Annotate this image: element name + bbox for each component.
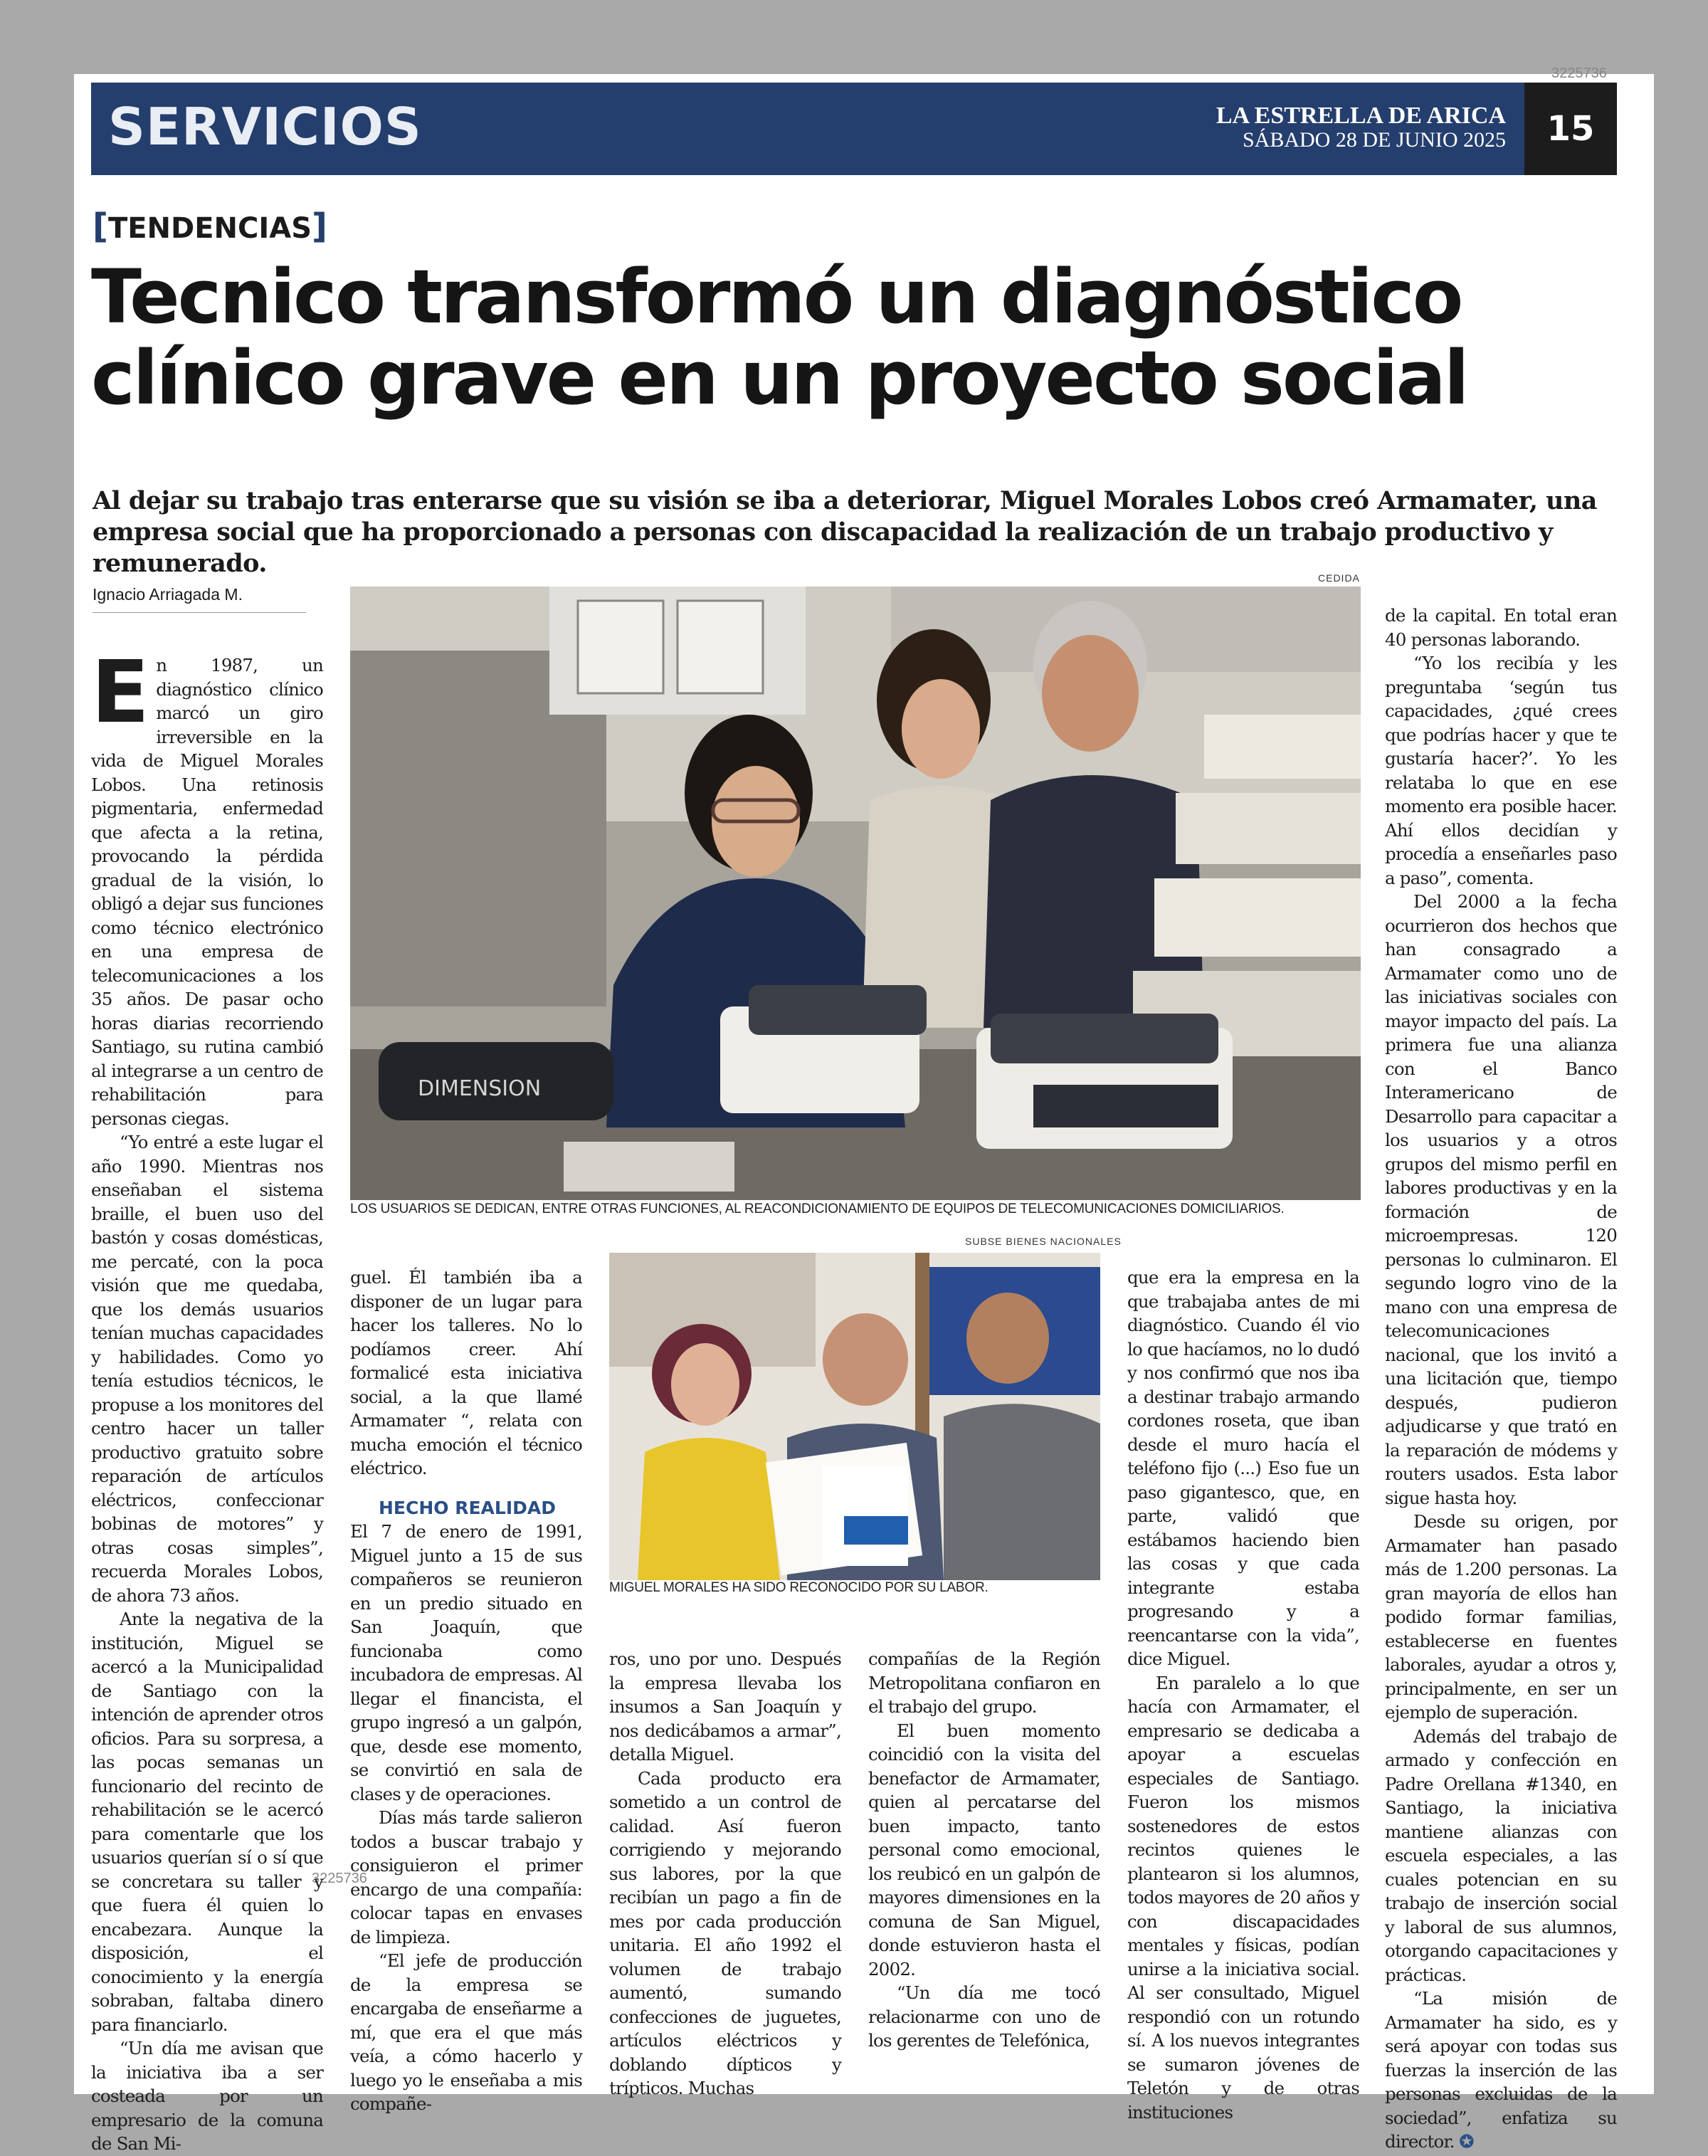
article-paragraph: Días más tarde salieron todos a buscar trabajo y consiguieron el primer encargo de una compañía: colocar tapas en envases de limpieza. [350, 1807, 582, 1947]
article-paragraph: El 7 de enero de 1991, Miguel junto a 15 de sus compañeros se reunieron en un predio situado en San Joaquín, que funcionaba como incubadora de empresas. Al llegar el financista, el grupo ingresó a un galpón, que, desde ese momento, se convirtió en sala de clases y de operaciones. [350, 1521, 582, 1804]
award-photo [609, 1253, 1100, 1580]
paragraph-text: n 1987, un diagnóstico clínico marcó un giro irreversible en la vida de Miguel Morales Lobos. Una retinosis pigmentaria, enfermedad que afecta a la retina, provocando la pérdida gradual de la visión, lo obligó a dejar sus funciones como técnico electrónico en una empresa de telecomunicaciones a los 35 años. De pasar ocho horas diarias recorriendo Santiago, su rutina cambió al integrarse a un centro de rehabilitación para personas ciegas. [91, 655, 323, 1129]
article-paragraph: guel. Él también iba a disponer de un lugar para hacer los talleres. No lo podíamos creer. Ahí formalicé esta iniciativa social, a la que llamé Armamater “, relata con mucha emoción el técnico eléctrico. [350, 1267, 582, 1478]
award-photo-illustration [609, 1253, 1100, 1580]
article-column-3 [609, 1647, 841, 2100]
article-paragraph: “Yo entré a este lugar el año 1990. Mientras nos enseñaban el sistema braille, el buen uso del bastón y cosas domésticas, me percaté, con la poca visión que me quedaba, que los demás usuarios tenían muchas capacidades y habilidades. Como yo tenía estudios técnicos, le propuse a los monitores del centro hacer un taller productivo gratuito sobre reparación de artículos eléctricos, confeccionar bobinas de motores” y otras cosas simples”, recuerda Morales Lobos, de ahora 73 años. [91, 1132, 323, 1606]
publication-date: SÁBADO 28 DE JUNIO 2025 [1242, 128, 1506, 152]
photo-credit: CEDIDA [1318, 572, 1360, 584]
article-paragraph: “Un día me avisan que la iniciativa iba a ser costeada por un empresario de la comuna de San Mi- [91, 2038, 323, 2154]
article-column-4 [868, 1647, 1100, 2053]
end-mark-icon: ✪ [1459, 2131, 1474, 2152]
article-paragraph: ros, uno por uno. Después la empresa llevaba los insumos a San Joaquín y nos dedicábamos a armar”, detalla Miguel. [609, 1648, 841, 1765]
article-paragraph: Desde su origen, por Armamater han pasado más de 1.200 personas. La gran mayoría de ellos han podido formar familias, establecerse en fuentes laborales, ayudar a otros y, principalmente, en ser un ejemplo de superación. [1385, 1511, 1617, 1723]
section-header [91, 83, 1617, 175]
article-paragraph: Cada producto era sometido a un control de calidad. Así fueron corrigiendo y mejorando sus labores, por la que recibían un pago a fin de mes por cada producción unitaria. El año 1992 el volumen de trabajo aumentó, sumando confecciones de juguetes, artículos eléctricos y doblando dípticos y trípticos. Muchas [609, 1767, 841, 2098]
kicker-text: TENDENCIAS [107, 212, 312, 245]
clip-id: 3225736 [1551, 65, 1607, 81]
workshop-photo-illustration [350, 587, 1361, 1200]
newspaper-info [1216, 104, 1506, 152]
article-paragraph: En paralelo a lo que hacía con Armamater, el empresario se dedicaba a apoyar a escuelas especiales de Santiago. Fueron los mismos sostenedores de estos recintos quienes le plantearon si los alumnos, todos mayores de 20 años y con discapacidades mentales y físicas, podían unirse a la iniciativa social. Al ser consultado, Miguel respondió con un rotundo sí. A los nuevos integrantes se sumaron jóvenes de Teletón y de otras instituciones [1127, 1672, 1359, 2123]
article-column-2 [350, 1266, 582, 2116]
article-column-6 [1385, 604, 1617, 2154]
subhead: HECHO REALIDAD [379, 1497, 556, 1518]
kicker: [TENDENCIAS] [93, 206, 327, 246]
article-paragraph: “El jefe de producción de la empresa se encargaba de enseñarme a mí, que era el que más veía, a cómo hacerlo y luego yo le enseñaba a mis compañe- [350, 1950, 582, 2114]
photo-caption-2: MIGUEL MORALES HA SIDO RECONOCIDO POR SU LABOR. [609, 1580, 989, 1595]
article-paragraph: “Un día me tocó relacionarme con uno de los gerentes de Telefónica, [868, 1982, 1100, 2051]
box-label: DIMENSION [418, 1076, 542, 1101]
byline: Ignacio Arriagada M. [93, 585, 243, 604]
section-title: SERVICIOS [108, 97, 422, 157]
newspaper-name: LA ESTRELLA DE ARICA [1216, 102, 1506, 129]
article-paragraph: Ante la negativa de la institución, Miguel se acercó a la Municipalidad de Santiago con la intención de aprender otros oficios. Para su sorpresa, a las pocas semanas un funcionario del recinto de rehabilitación se le acercó para comentarle que los usuarios querían sí o sí que se concretara su taller y que fuera él quien lo encabezara. Aunque la disposición, el conocimiento y la energía sobraban, faltaba dinero para financiarlo. [91, 1609, 323, 2035]
article-paragraph: que era la empresa en la que trabajaba antes de mi diagnóstico. Cuando él vio lo que hacíamos, no lo dudó y nos confirmó que nos iba a destinar trabajo armando cordones roseta, que iban desde el muro hacía el teléfono fijo (...) Eso fue un paso gigantesco, que, en parte, validó que estábamos haciendo bien las cosas y que cada integrante estaba progresando y a reencantarse con la vida”, dice Miguel. [1127, 1267, 1359, 1669]
photo-credit-2: SUBSE BIENES NACIONALES [965, 1236, 1122, 1247]
article-paragraph: compañías de la Región Metropolitana confiaron en el trabajo del grupo. [868, 1648, 1100, 1717]
paragraph-text: “La misión de Armamater ha sido, es y será apoyar con todas sus fuerzas la inserción de las personas excluidas de la sociedad”, enfatiza su director. [1385, 1988, 1617, 2152]
page-number: 15 [1524, 83, 1617, 175]
article-paragraph: Del 2000 a la fecha ocurrieron dos hechos que han consagrado a Armamater como uno de las iniciativas sociales con mayor impacto del país. La primera fue una alianza con el Banco Interamericano de Desarrollo para capacitar a los usuarios y a otros grupos del mismo perfil en labores productivas y en la formación de microempresas. 120 personas lo culminaron. El segundo logro vino de la mano con una empresa de telecomunicaciones nacional, que los invitó a una licitación que, tiempo después, pudieron adjudicarse y que trató en la reparación de módems y routers usados. Esta labor sigue hasta hoy. [1385, 891, 1617, 1508]
article-paragraph: Además del trabajo de armado y confección en Padre Orellana #1340, en Santiago, la iniciativa mantiene alianzas con escuela especiales, a las cuales potencian en su trabajo de inserción social y laboral de sus alumnos, otorgando capacitaciones y prácticas. [1385, 1725, 1617, 1985]
byline-rule [93, 612, 306, 613]
article-column-5 [1127, 1266, 1359, 2124]
headline: Tecnico transformó un diagnóstico clínico grave en un proyecto social [91, 253, 1467, 421]
article-paragraph [91, 643, 323, 1130]
article-paragraph: El buen momento coincidió con la visita del benefactor de Armamater, quien al percatarse del buen impacto, tanto personal como emocional, los reubicó en un galpón de mayores dimensiones en la comuna de San Miguel, donde estuvieron hasta el 2002. [868, 1720, 1100, 1979]
clip-id-watermark: 3225736 [312, 1871, 367, 1886]
photo-caption: LOS USUARIOS SE DEDICAN, ENTRE OTRAS FUNCIONES, AL REACONDICIONAMIENTO DE EQUIPOS DE TELECOMUNICACIONES DOMICILIARIOS. [350, 1201, 1285, 1216]
article-paragraph: de la capital. En total eran 40 personas laborando. [1385, 605, 1617, 650]
article-column-1 [91, 643, 323, 2156]
article-paragraph: “Yo los recibía y les preguntaba ‘según tus capacidades, ¿qué crees que podrías hacer y que te gustaría hacer?’. Yo les relataba lo que en ese momento era posible hacer. Ahí ellos decidían y procedía a enseñarles paso a paso”, comenta. [1385, 653, 1617, 888]
deck: Al dejar su trabajo tras enterarse que su visión se iba a deteriorar, Miguel Morales Lobos creó Armamater, una empresa social que ha proporcionado a personas con discapacidad la realización de un trabajo productivo y remunerado. [93, 486, 1597, 578]
main-photo [350, 587, 1361, 1200]
drop-cap: E [91, 643, 149, 742]
article-paragraph [1385, 1987, 1617, 2154]
